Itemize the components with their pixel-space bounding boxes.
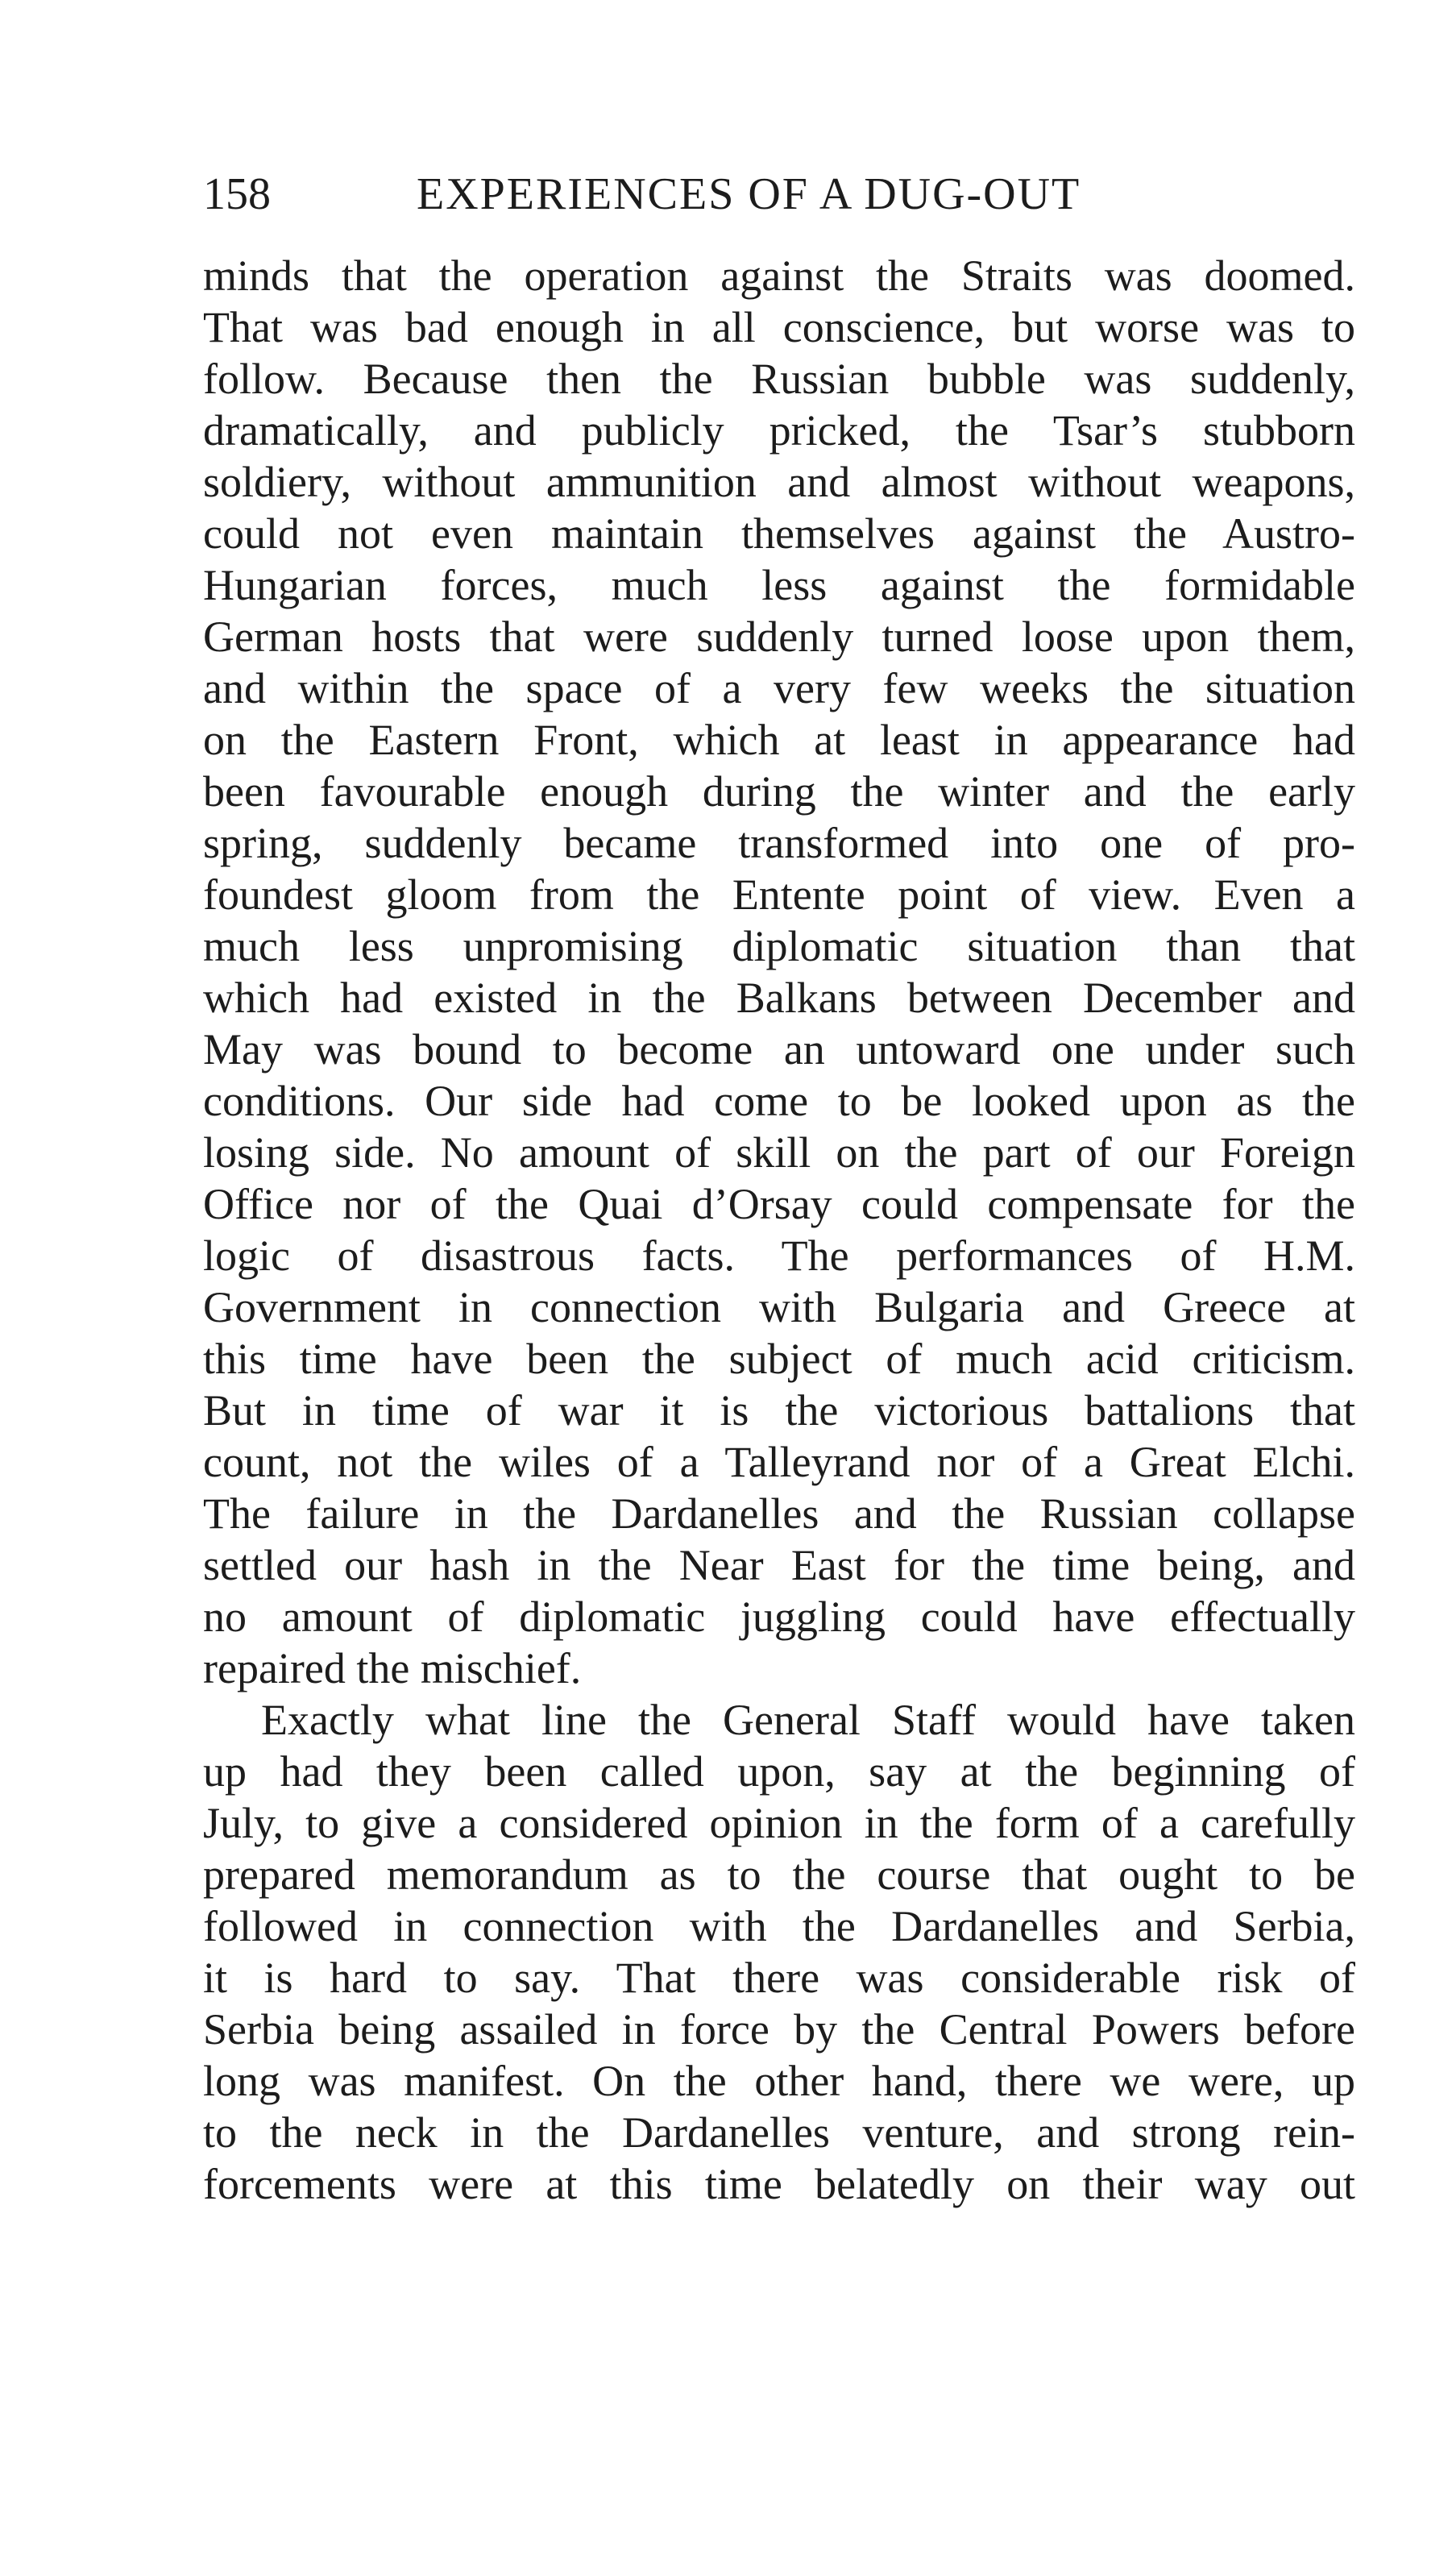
text-line: followed in connection with the Dardanelles and Serbia, (203, 1902, 1355, 1950)
text-line: The failure in the Dardanelles and the Russian collapse (203, 1489, 1355, 1538)
text-line: foundest gloom from the Entente point of view. Even a (203, 870, 1355, 919)
text-line: prepared memorandum as to the course that ought to be (203, 1850, 1355, 1899)
running-title: EXPERIENCES OF A DUG-OUT (417, 169, 1081, 219)
text-line: been favourable enough during the winter and the early (203, 767, 1355, 816)
text-line: July, to give a considered opinion in the form of a carefully (203, 1799, 1355, 1847)
running-head (203, 166, 1355, 222)
text-line: But in time of war it is the victorious battalions that (203, 1386, 1355, 1435)
text-line: could not even maintain themselves against the Austro- (203, 509, 1355, 558)
text-line: May was bound to become an untoward one under such (203, 1025, 1355, 1074)
body-text (203, 250, 1355, 2210)
text-line: no amount of diplomatic juggling could have effectually (203, 1593, 1355, 1641)
text-line: count, not the wiles of a Talleyrand nor of a Great Elchi. (203, 1438, 1355, 1486)
paragraph-end-line: repaired the mischief. (203, 1644, 582, 1692)
text-line: That was bad enough in all conscience, but worse was to (203, 303, 1355, 351)
text-line: on the Eastern Front, which at least in appearance had (203, 716, 1355, 764)
text-line: which had existed in the Balkans between December and (203, 974, 1355, 1022)
text-line: Hungarian forces, much less against the formidable (203, 561, 1355, 609)
text-line: logic of disastrous facts. The performances of H.M. (203, 1231, 1355, 1280)
text-line: to the neck in the Dardanelles venture, and strong rein- (203, 2108, 1355, 2157)
text-line: settled our hash in the Near East for the time being, and (203, 1541, 1355, 1589)
text-line: it is hard to say. That there was considerable risk of (203, 1954, 1355, 2002)
text-line: spring, suddenly became transformed into one of pro- (203, 819, 1355, 867)
text-line: follow. Because then the Russian bubble was suddenly, (203, 355, 1355, 403)
text-line: long was manifest. On the other hand, there we were, up (203, 2057, 1355, 2105)
text-line: this time have been the subject of much acid criticism. (203, 1335, 1355, 1383)
text-line: much less unpromising diplomatic situation than that (203, 922, 1355, 970)
text-line: dramatically, and publicly pricked, the Tsar’s stubborn (203, 406, 1355, 455)
text-line: Office nor of the Quai d’Orsay could compensate for the (203, 1180, 1355, 1228)
text-line: German hosts that were suddenly turned loose upon them, (203, 613, 1355, 661)
text-line: up had they been called upon, say at the beginning of (203, 1747, 1355, 1796)
text-line: Serbia being assailed in force by the Central Powers before (203, 2005, 1355, 2054)
text-line: losing side. No amount of skill on the part of our Foreign (203, 1128, 1355, 1177)
paragraph-start-line: Exactly what line the General Staff would have taken (261, 1696, 1355, 1744)
text-line: conditions. Our side had come to be looked upon as the (203, 1077, 1355, 1125)
text-line: minds that the operation against the Straits was doomed. (203, 251, 1355, 300)
text-line: soldiery, without ammunition and almost without weapons, (203, 458, 1355, 506)
page-number: 158 (203, 169, 271, 219)
text-line: Government in connection with Bulgaria and Greece at (203, 1283, 1355, 1331)
text-line: forcements were at this time belatedly on their way out (203, 2160, 1355, 2208)
text-line: and within the space of a very few weeks the situation (203, 664, 1355, 712)
